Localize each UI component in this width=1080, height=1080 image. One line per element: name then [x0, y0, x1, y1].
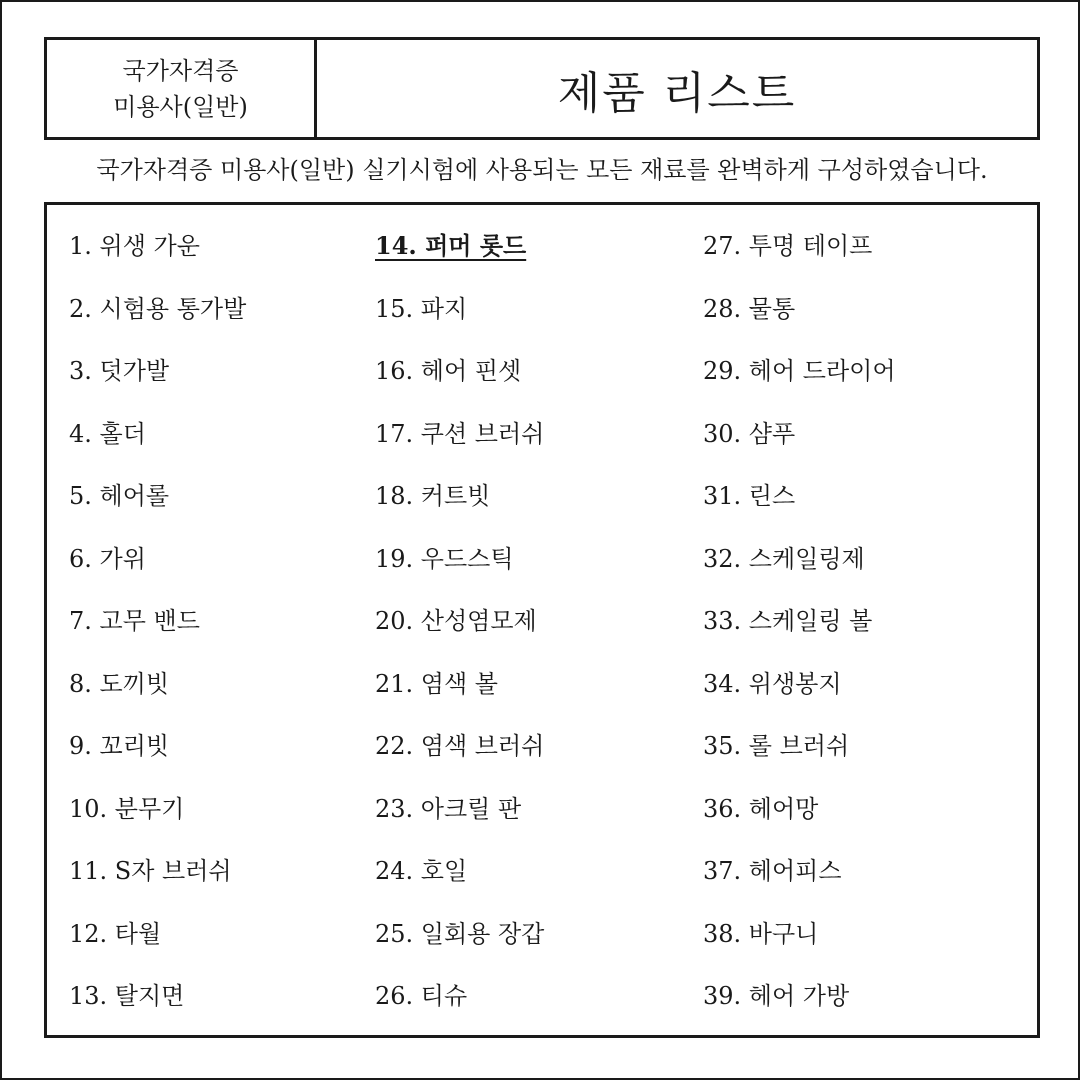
list-item: 15. 파지 [375, 294, 468, 323]
description-text: 국가자격증 미용사(일반) 실기시험에 사용되는 모든 재료를 완벽하게 구성하였습니다. [96, 156, 988, 184]
list-item: 26. 티슈 [375, 982, 468, 1010]
list-item: 35. 롤 브러쉬 [703, 732, 850, 760]
list-item: 22. 염색 브러쉬 [375, 732, 545, 760]
list-item-highlighted: 14. 퍼머 롯드 [375, 231, 527, 260]
list-item: 28. 물통 [703, 294, 796, 323]
list-item: 30. 샴푸 [703, 419, 796, 448]
list-item: 19. 우드스틱 [375, 544, 514, 573]
list-item: 7. 고무 밴드 [69, 607, 200, 635]
page-title: 제품 리스트 [557, 67, 797, 119]
list-item: 5. 헤어롤 [69, 482, 170, 510]
certification-label-line2: 미용사(일반) [113, 92, 248, 121]
list-item: 12. 타월 [69, 919, 162, 948]
list-item: 29. 헤어 드라이어 [703, 357, 896, 385]
list-item: 25. 일회용 장갑 [375, 919, 545, 948]
list-item: 6. 가위 [69, 544, 146, 573]
list-item: 36. 헤어망 [703, 794, 819, 823]
product-column-2 [375, 225, 544, 1038]
list-item: 11. S자 브러쉬 [69, 857, 232, 885]
list-item: 21. 염색 볼 [375, 669, 498, 698]
certification-label-line1: 국가자격증 [122, 56, 239, 85]
list-item: 2. 시험용 통가발 [69, 294, 247, 323]
product-column-3 [703, 225, 896, 1038]
list-item: 23. 아크릴 판 [375, 794, 522, 823]
header-table [44, 37, 1040, 140]
list-item: 34. 위생봉지 [703, 669, 842, 698]
list-item: 13. 탈지면 [69, 982, 185, 1010]
list-item: 37. 헤어피스 [703, 857, 842, 885]
list-item: 20. 산성염모제 [375, 607, 537, 635]
list-item: 33. 스케일링 볼 [703, 607, 873, 635]
list-item: 32. 스케일링제 [703, 544, 865, 573]
list-item: 18. 커트빗 [375, 482, 491, 510]
list-item: 39. 헤어 가방 [703, 982, 850, 1010]
list-item: 10. 분무기 [69, 794, 185, 823]
list-item: 24. 호일 [375, 857, 468, 885]
list-item: 31. 린스 [703, 482, 796, 510]
list-item: 38. 바구니 [703, 919, 819, 948]
list-item: 1. 위생 가운 [69, 232, 200, 260]
list-item: 27. 투명 테이프 [703, 232, 873, 260]
list-item: 3. 덧가발 [69, 357, 170, 385]
list-item: 17. 쿠션 브러쉬 [375, 419, 545, 448]
product-list [44, 202, 1040, 1038]
list-item: 16. 헤어 핀셋 [375, 357, 522, 385]
product-column-1 [69, 225, 246, 1038]
list-item: 8. 도끼빗 [69, 669, 170, 698]
list-item: 9. 꼬리빗 [69, 732, 170, 760]
list-item: 4. 홀더 [69, 419, 146, 448]
certification-label [47, 40, 317, 137]
